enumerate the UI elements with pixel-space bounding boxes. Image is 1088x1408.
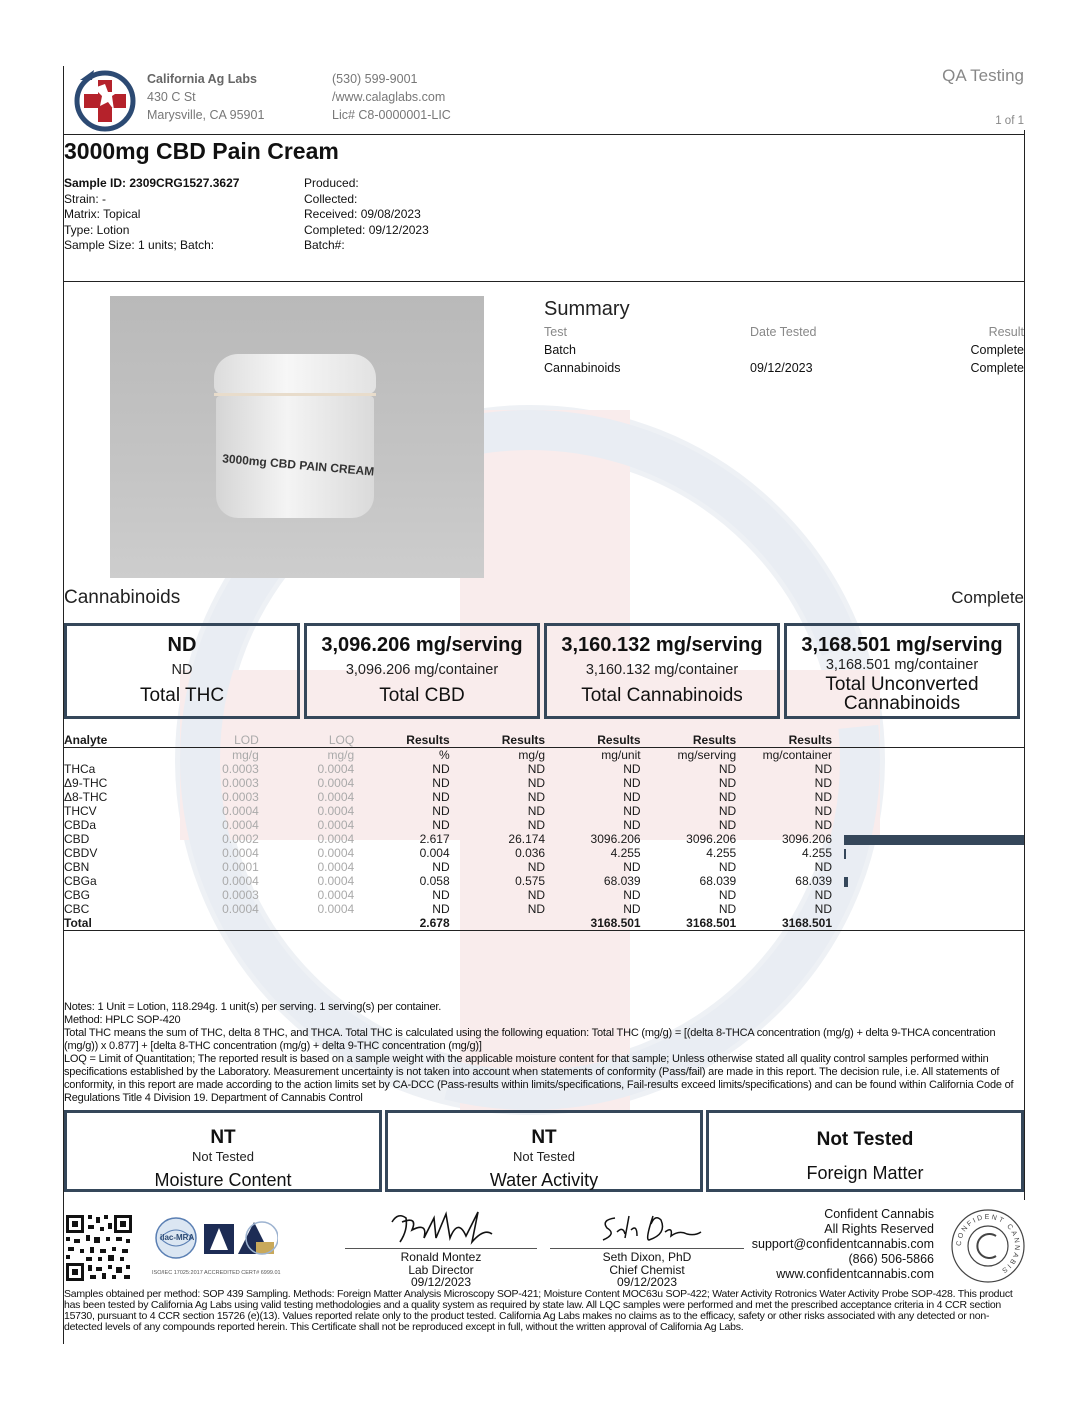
lab-address-2: Marysville, CA 95901 xyxy=(147,108,265,122)
result-mgunit: ND xyxy=(623,790,641,804)
table-row xyxy=(64,762,1024,776)
a2la-logo-icon xyxy=(202,1218,278,1258)
result-mgserving: ND xyxy=(718,790,737,804)
cc-rights: All Rights Reserved xyxy=(824,1222,934,1236)
total-thc-value: ND xyxy=(167,634,197,656)
result-pct: ND xyxy=(432,790,450,804)
table-row xyxy=(64,888,1024,902)
total-pct: 2.678 xyxy=(419,916,450,930)
foreign-matter-box xyxy=(706,1110,1024,1192)
cc-seal-text: CONFIDENT CANNABIS xyxy=(955,1213,1021,1275)
total-mgserving: 3168.501 xyxy=(686,916,737,930)
result-mgunit: 4.255 xyxy=(610,846,641,860)
signer-2 xyxy=(550,1251,744,1289)
result-mgcontainer: ND xyxy=(814,902,832,916)
result-mgg: ND xyxy=(527,762,546,776)
result-mgg: 26.174 xyxy=(508,832,546,846)
signature-line-2 xyxy=(550,1248,744,1249)
jar-seam xyxy=(214,393,376,396)
matrix: Matrix: Topical xyxy=(64,207,141,221)
result-mgcontainer: ND xyxy=(814,790,832,804)
summary-header xyxy=(544,325,1024,343)
total-cbd-label: Total CBD xyxy=(379,685,465,706)
signature-seth-dixon xyxy=(595,1210,705,1248)
unit-mgunit: mg/unit xyxy=(601,748,641,762)
total-unconverted-sub: 3,168.501 mg/container xyxy=(825,657,979,673)
unit-mgcontainer: mg/container xyxy=(762,748,832,762)
col-results-mgg: Results xyxy=(501,732,546,747)
result-bar xyxy=(844,877,848,887)
result-pct: ND xyxy=(432,902,450,916)
total-lod xyxy=(154,916,259,931)
result-bar-cell xyxy=(832,832,1024,846)
result-mgunit: 68.039 xyxy=(603,874,641,888)
result-mgg: ND xyxy=(527,888,546,902)
analyte-name: CBDa xyxy=(64,818,97,832)
jar-label: 3000mg CBD PAIN CREAM xyxy=(221,451,375,479)
analyte-name: THCa xyxy=(64,762,96,776)
foreign-matter-label: Foreign Matter xyxy=(806,1163,924,1183)
confident-cannabis-seal-icon xyxy=(950,1208,1026,1284)
total-thc-sub: ND xyxy=(171,662,193,678)
analyte-name: Δ8-THC xyxy=(64,790,108,804)
result-mgcontainer: ND xyxy=(814,776,832,790)
result-bar-cell xyxy=(832,888,1024,902)
result-bar-cell xyxy=(832,762,1024,776)
summary-row-batch xyxy=(544,343,1024,361)
result-pct: ND xyxy=(432,818,450,832)
loq-value: 0.0004 xyxy=(317,902,355,916)
col-lod: LOD xyxy=(234,732,259,747)
result-mgserving: ND xyxy=(718,804,737,818)
moisture-content-box xyxy=(64,1110,382,1192)
result-mgunit: ND xyxy=(623,902,641,916)
cc-name: Confident Cannabis xyxy=(824,1207,934,1221)
result-mgcontainer: ND xyxy=(814,762,832,776)
ilac-text: ilac-MRA xyxy=(160,1233,195,1242)
total-mgcontainer: 3168.501 xyxy=(781,916,832,930)
analyte-name: CBD xyxy=(64,832,90,846)
analyte-name: THCV xyxy=(64,804,97,818)
total-cannabinoids-value: 3,160.132 mg/serving xyxy=(561,634,763,656)
col-results-mgcontainer: Results xyxy=(788,732,832,747)
note-total-thc: Total THC means the sum of THC, delta 8 THC, and THCA. Total THC is calculated using the following equation: Total THC (mg/g) = [(delta 8-THCA concentration (mg/g) + delta 9-THCA concentration (mg/g)) x 0.877] + [delta 8-THC concentration (mg/g) + delta 9-THC concentration (mg/g)] xyxy=(64,1027,996,1052)
sample-id: Sample ID: 2309CRG1527.3627 xyxy=(64,176,240,190)
product-photo xyxy=(110,296,484,578)
water-activity-label: Water Activity xyxy=(489,1170,599,1190)
loq-value: 0.0004 xyxy=(317,804,355,818)
summary-result: Complete xyxy=(970,361,1024,375)
col-loq: LOQ xyxy=(328,732,355,747)
result-bar-cell xyxy=(832,860,1024,874)
qa-testing-label: QA Testing xyxy=(942,66,1024,85)
total-mgunit: 3168.501 xyxy=(590,916,641,930)
total-unconverted-box xyxy=(784,623,1020,719)
summary-table xyxy=(544,325,1024,379)
lod-value: 0.0003 xyxy=(222,762,259,776)
jar-lid xyxy=(214,354,376,394)
accreditation-badges xyxy=(148,1216,284,1280)
table-row xyxy=(64,832,1024,846)
batch-number: Batch#: xyxy=(304,238,345,252)
total-thc-box xyxy=(64,623,300,719)
cc-email[interactable]: support@confidentcannabis.com xyxy=(751,1237,934,1251)
summary-title: Summary xyxy=(544,298,630,320)
note-units: Notes: 1 Unit = Lotion, 118.294g. 1 unit(s) per serving. 1 serving(s) per container. xyxy=(64,1001,442,1013)
result-bar-cell xyxy=(832,790,1024,804)
result-pct: ND xyxy=(432,776,450,790)
summary-col-result: Result xyxy=(988,325,1024,339)
result-mgcontainer: ND xyxy=(814,860,832,874)
table-row xyxy=(64,776,1024,790)
result-pct: ND xyxy=(432,762,450,776)
table-row xyxy=(64,902,1024,916)
result-pct: 2.617 xyxy=(419,832,450,846)
analyte-name: Δ9-THC xyxy=(64,776,108,790)
result-bar-cell xyxy=(832,902,1024,916)
result-pct: ND xyxy=(432,804,450,818)
qr-code-icon[interactable] xyxy=(64,1213,134,1283)
unit-pct: % xyxy=(438,748,450,762)
lab-name: California Ag Labs xyxy=(147,72,257,86)
result-mgg: ND xyxy=(527,790,546,804)
summary-col-date: Date Tested xyxy=(750,325,817,339)
lod-value: 0.0004 xyxy=(222,874,259,888)
result-mgunit: ND xyxy=(623,776,641,790)
lod-value: 0.0003 xyxy=(222,888,259,902)
result-pct: 0.004 xyxy=(419,846,450,860)
produced: Produced: xyxy=(304,176,359,190)
total-cbd-value: 3,096.206 mg/serving xyxy=(321,634,523,656)
summary-col-test: Test xyxy=(544,325,567,339)
water-activity-box xyxy=(385,1110,703,1192)
result-mgunit: 3096.206 xyxy=(590,832,641,846)
result-mgg: 0.575 xyxy=(515,874,546,888)
type: Type: Lotion xyxy=(64,222,130,237)
table-row xyxy=(64,846,1024,860)
result-bar-cell xyxy=(832,804,1024,818)
loq-value: 0.0004 xyxy=(317,762,355,776)
loq-value: 0.0004 xyxy=(317,776,355,790)
result-bar-cell xyxy=(832,874,1024,888)
lab-phone: (530) 599-9001 xyxy=(332,72,418,86)
frame-right xyxy=(1024,130,1025,1200)
signature-line-1 xyxy=(345,1248,537,1249)
summary-result: Complete xyxy=(970,343,1024,357)
result-mgserving: 68.039 xyxy=(699,874,737,888)
total-cbd-sub: 3,096.206 mg/container xyxy=(345,662,499,678)
cc-phone: (866) 506-5866 xyxy=(848,1252,934,1266)
lod-value: 0.0003 xyxy=(222,776,259,790)
result-mgg: ND xyxy=(527,818,546,832)
total-cannabinoids-label: Total Cannabinoids xyxy=(581,685,743,706)
result-bar xyxy=(844,849,846,859)
result-pct: ND xyxy=(432,888,450,902)
unit-loq: mg/g xyxy=(327,748,355,762)
cannabinoids-status: Complete xyxy=(951,588,1024,607)
signer-1-date: 09/12/2023 xyxy=(410,1275,472,1289)
col-results-mgunit: Results xyxy=(597,732,641,747)
product-title: 3000mg CBD Pain Cream xyxy=(64,138,339,164)
summary-date: 09/12/2023 xyxy=(750,361,813,375)
total-unconverted-value: 3,168.501 mg/serving xyxy=(801,634,1003,656)
total-thc-label: Total THC xyxy=(139,685,225,706)
signer-1-name: Ronald Montez xyxy=(400,1250,482,1264)
result-bar-cell xyxy=(832,818,1024,832)
result-pct: 0.058 xyxy=(419,874,450,888)
disclaimer-fine-print: Samples obtained per method: SOP 439 Sampling. Methods: Foreign Matter Analysis Microscopy SOP-421; Moisture Content MOC63u SOP-422; Water Activity Rotronics Water Activity Probe SOP-428. This product has been tested by California Ag Labs using valid testing methodologies and a quality system as required by state law. All LQC samples were performed and met the prescribed acceptance criteria in 4 CCR section 15730, pursuant to 4 CCR section 15726 (e)(13). Values reported relate only to the product tested. California Ag Labs makes no claims as to the efficacy, safety or other risks associated with any detected or non-detected levels of any compounds reported herein. This Certificate shall not be reproduced except in full, without the written approval of California Ag Labs. xyxy=(64,1288,1013,1333)
lab-website[interactable]: /www.calaglabs.com xyxy=(332,90,446,104)
received: Received: 09/08/2023 xyxy=(304,207,421,221)
total-mgg xyxy=(450,916,545,931)
water-activity-status: NT xyxy=(531,1127,557,1148)
lod-value: 0.0002 xyxy=(222,832,259,846)
result-mgserving: 4.255 xyxy=(706,846,737,860)
analyte-name: CBG xyxy=(64,888,91,902)
result-mgserving: ND xyxy=(718,860,737,874)
unit-mgserving: mg/serving xyxy=(677,748,737,762)
foreign-matter-status: Not Tested xyxy=(816,1129,914,1150)
lab-info xyxy=(147,70,264,124)
lod-value: 0.0004 xyxy=(222,818,259,832)
loq-value: 0.0004 xyxy=(317,832,355,846)
loq-value: 0.0004 xyxy=(317,860,355,874)
signer-2-title: Chief Chemist xyxy=(609,1262,685,1277)
lod-value: 0.0004 xyxy=(222,804,259,818)
table-row xyxy=(64,804,1024,818)
summary-row-cannabinoids xyxy=(544,361,1024,379)
result-mgserving: 3096.206 xyxy=(686,832,737,846)
loq-value: 0.0004 xyxy=(317,790,355,804)
unit-lod: mg/g xyxy=(232,748,259,762)
result-bar xyxy=(844,835,1024,845)
lab-address-1: 430 C St xyxy=(147,90,196,104)
result-mgunit: ND xyxy=(623,762,641,776)
lab-contact xyxy=(332,70,451,124)
summary-test: Cannabinoids xyxy=(544,361,621,375)
result-mgg: ND xyxy=(527,804,546,818)
lod-value: 0.0001 xyxy=(222,860,259,874)
signer-1 xyxy=(345,1251,537,1289)
result-mgcontainer: 3096.206 xyxy=(781,832,832,846)
notes-block xyxy=(64,1001,1022,1105)
analyte-name: CBN xyxy=(64,860,90,874)
moisture-label: Moisture Content xyxy=(154,1170,292,1190)
lab-logo xyxy=(72,66,138,132)
result-mgg: ND xyxy=(527,776,546,790)
unit-mgg: mg/g xyxy=(518,748,546,762)
summary-test: Batch xyxy=(544,343,576,357)
result-mgunit: ND xyxy=(623,804,641,818)
result-bar-cell xyxy=(832,846,1024,860)
signer-2-name: Seth Dixon, PhD xyxy=(602,1250,692,1264)
col-results-pct: Results xyxy=(406,732,450,747)
note-loq: LOQ = Limit of Quantitation; The reported result is based on a sample weight with the applicable moisture content for that sample; Unless otherwise stated all quality control samples performed within specifications established by the Laboratory. Measurement uncertainty is not taken into account when statements of conformity (Pass/fail) are made in this report. The decision rule, i.e. All statements of conformity, in this report are made according to the action limits set by CA-DCC (Pass-results within limits/specifications, Fail-results exceed limits/specifications) and can be found within California Code of Regulations Title 4 Division 19. Department of Cannabis Control xyxy=(64,1053,1014,1104)
info-divider xyxy=(63,281,1025,282)
accreditation-text: ISO/IEC 17025:2017 ACCREDITED CERT# 6999.01 xyxy=(152,1270,281,1276)
analyte-name: CBC xyxy=(64,902,90,916)
header-divider xyxy=(63,134,1025,135)
total-unconverted-label: Total Unconverted Cannabinoids xyxy=(825,674,979,714)
lod-value: 0.0004 xyxy=(222,902,259,916)
sample-meta-right xyxy=(304,176,429,254)
analyte-table xyxy=(64,732,1024,931)
loq-value: 0.0004 xyxy=(317,874,355,888)
water-activity-sub: Not Tested xyxy=(513,1149,575,1164)
result-mgunit: ND xyxy=(623,860,641,874)
result-mgcontainer: 68.039 xyxy=(795,874,832,888)
total-cannabinoids-box xyxy=(544,623,780,719)
analyte-name: CBGa xyxy=(64,874,97,888)
result-mgserving: ND xyxy=(718,776,737,790)
lab-license: Lic# C8-0000001-LIC xyxy=(332,108,451,122)
result-mgserving: ND xyxy=(718,902,737,916)
result-mgg: ND xyxy=(527,860,546,874)
result-mgunit: ND xyxy=(623,818,641,832)
table-row xyxy=(64,860,1024,874)
total-loq xyxy=(259,916,354,931)
result-mgcontainer: ND xyxy=(814,804,832,818)
table-total-row xyxy=(64,916,1024,931)
table-row xyxy=(64,790,1024,804)
result-mgg: 0.036 xyxy=(515,846,546,860)
result-mgcontainer: 4.255 xyxy=(801,846,832,860)
result-mgg: ND xyxy=(527,902,546,916)
result-mgcontainer: ND xyxy=(814,888,832,902)
total-label: Total xyxy=(64,916,92,930)
lod-value: 0.0003 xyxy=(222,790,259,804)
completed: Completed: 09/12/2023 xyxy=(304,222,429,237)
page-number: 1 of 1 xyxy=(995,115,1024,127)
loq-value: 0.0004 xyxy=(317,888,355,902)
col-analyte: Analyte xyxy=(64,732,108,747)
lod-value: 0.0004 xyxy=(222,846,259,860)
table-units-row xyxy=(64,748,1024,763)
loq-value: 0.0004 xyxy=(317,818,355,832)
result-pct: ND xyxy=(432,860,450,874)
signature-ronald-montez xyxy=(388,1208,498,1248)
total-bar-cell xyxy=(832,916,1024,931)
cannabinoids-title: Cannabinoids xyxy=(64,587,181,608)
moisture-status: NT xyxy=(210,1127,236,1148)
result-mgserving: ND xyxy=(718,762,737,776)
total-cannabinoids-sub: 3,160.132 mg/container xyxy=(585,662,739,678)
result-mgserving: ND xyxy=(718,888,737,902)
confident-cannabis-info xyxy=(752,1207,934,1282)
sample-meta-left xyxy=(64,176,239,254)
signer-1-title: Lab Director xyxy=(408,1262,474,1277)
collected: Collected: xyxy=(304,191,358,206)
result-mgunit: ND xyxy=(623,888,641,902)
result-mgcontainer: ND xyxy=(814,818,832,832)
cc-website[interactable]: www.confidentcannabis.com xyxy=(776,1267,934,1281)
col-results-mgserving: Results xyxy=(692,732,737,747)
strain: Strain: - xyxy=(64,191,107,206)
result-mgserving: ND xyxy=(718,818,737,832)
table-row xyxy=(64,874,1024,888)
note-method: Method: HPLC SOP-420 xyxy=(64,1014,181,1026)
table-header-row xyxy=(64,732,1024,748)
analyte-name: CBDV xyxy=(64,846,98,860)
signer-2-date: 09/12/2023 xyxy=(616,1275,678,1289)
loq-value: 0.0004 xyxy=(317,846,355,860)
result-bar-cell xyxy=(832,776,1024,790)
table-row xyxy=(64,818,1024,832)
sample-size: Sample Size: 1 units; Batch: xyxy=(64,238,215,252)
total-cbd-box xyxy=(304,623,540,719)
moisture-sub: Not Tested xyxy=(192,1149,254,1164)
